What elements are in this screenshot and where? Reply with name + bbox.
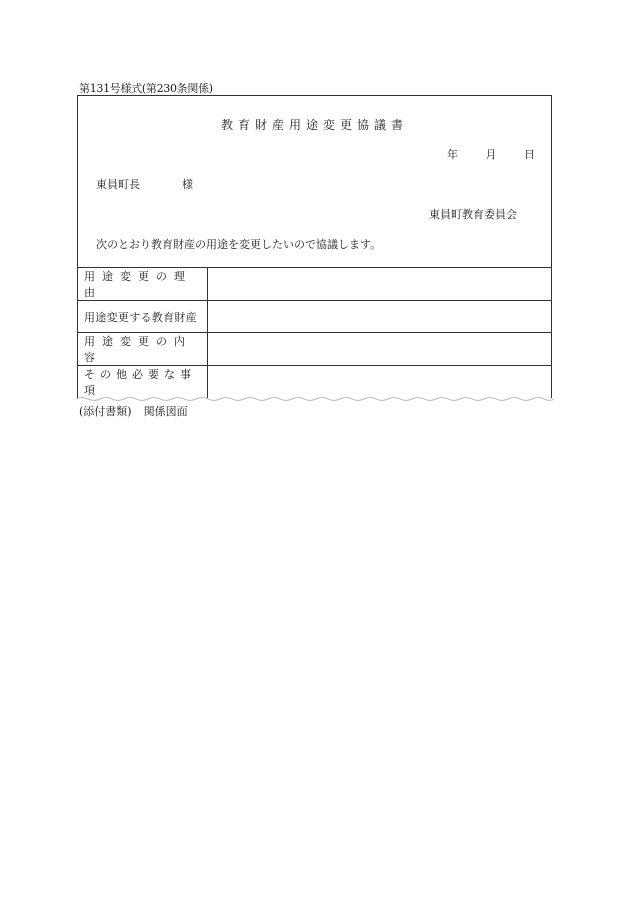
table-row <box>78 268 552 301</box>
sender: 東員町教育委員会 <box>429 208 517 221</box>
attachments-label: (添付書類) <box>79 405 132 418</box>
addressee: 東員町長 <box>96 178 140 191</box>
attachments-value: 関係図面 <box>143 405 188 418</box>
row-value[interactable] <box>208 366 552 399</box>
items-table <box>77 267 552 398</box>
row-label: 用途変更の理由 <box>78 268 208 301</box>
row-value[interactable] <box>208 268 552 301</box>
row-value[interactable] <box>208 301 552 333</box>
date-day-label: 日 <box>524 148 535 161</box>
row-label: 用途変更する教育財産 <box>78 301 208 333</box>
row-label: 用途変更の内容 <box>78 333 208 366</box>
form-frame <box>77 95 552 398</box>
body-text: 次のとおり教育財産の用途を変更したいので協議します。 <box>96 238 382 251</box>
honorific: 様 <box>182 178 193 191</box>
date-line <box>423 146 535 162</box>
row-value[interactable] <box>208 333 552 366</box>
attachments-note <box>79 403 188 419</box>
table-row <box>78 301 552 333</box>
date-month-label: 月 <box>485 148 497 161</box>
form-title: 教育財産用途変更協議書 <box>220 118 408 132</box>
date-year-label: 年 <box>447 148 458 161</box>
form-number: 第131号様式(第230条関係) <box>79 82 213 95</box>
table-row <box>78 333 552 366</box>
torn-edge-divider <box>76 396 554 402</box>
row-label: その他必要な事項 <box>78 366 208 399</box>
table-row <box>78 366 552 399</box>
